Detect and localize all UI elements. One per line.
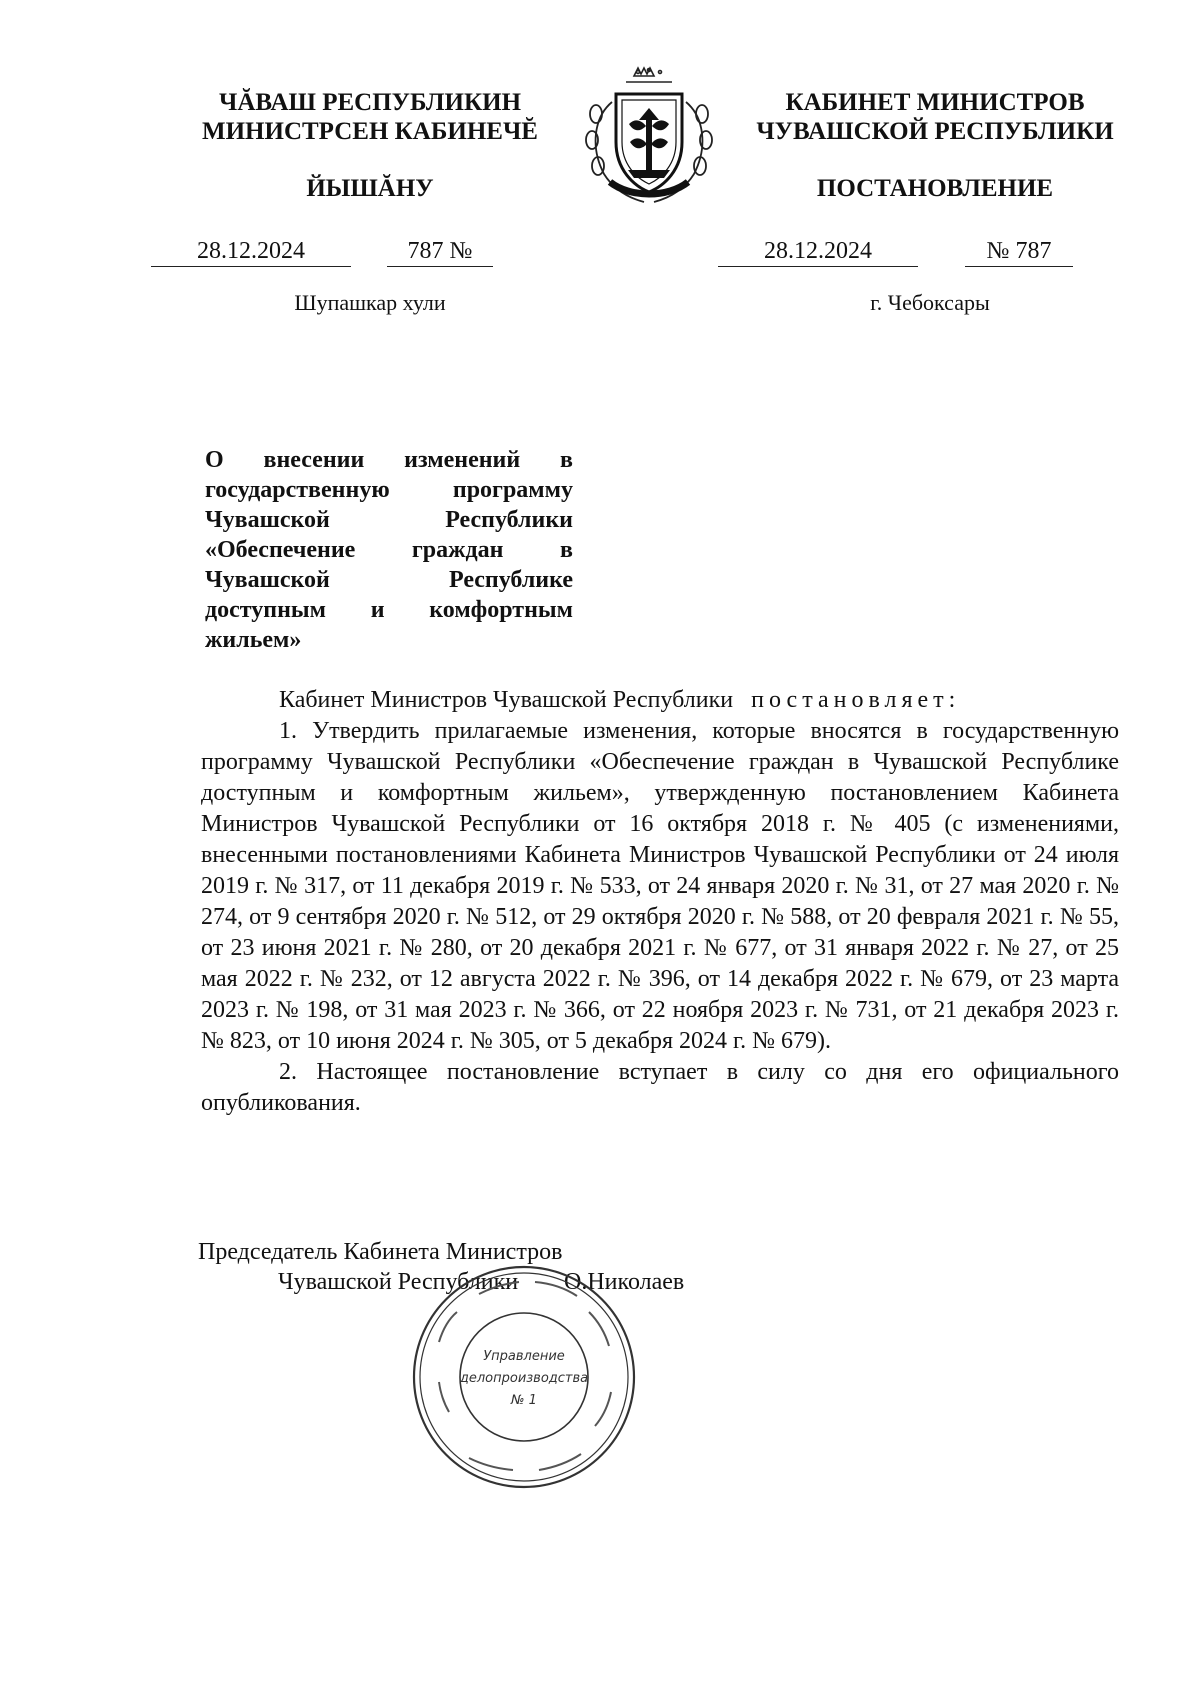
right-date: 28.12.2024 (718, 236, 918, 267)
stamp-line1: Управление (483, 1349, 565, 1364)
document-body (201, 685, 1119, 1119)
doc-type-left: ЙЫШĂНУ (306, 175, 434, 202)
paragraph-2: 2. Настоящее постановление вступает в силу со дня его официального опубликования. (201, 1059, 1119, 1116)
signature-name: О.Николаев (564, 1269, 685, 1295)
document-title: О внесении изменений в государственную программу Чувашской Республики «Обеспечение граждан в Чувашской Республике доступным и комфортным жильем» (205, 447, 573, 653)
right-number: № 787 (965, 236, 1073, 267)
signature-line2: Чувашской Республики (278, 1269, 519, 1295)
official-stamp (409, 1262, 639, 1492)
paragraph-1: 1. Утвердить прилагаемые изменения, которые вносятся в государственную программу Чувашской Республики «Обеспечение граждан в Чувашской Республике доступным и комфортным жильем», утвержденную постановлением Кабинета Министров Чувашской Республики от 16 октября 2018 г. № 405 (с изменениями, внесенными постановлениями Кабинета Министров Чувашской Республики от 24 июля 2019 г. № 317, от 11 декабря 2019 г. № 533, от 24 января 2020 г. № 31, от 27 мая 2020 г. № 274, от 9 сентября 2020 г. № 512, от 29 октября 2020 г. № 588, от 20 февраля 2021 г. № 55, от 23 июня 2021 г. № 280, от 20 декабря 2021 г. № 677, от 31 января 2022 г. № 27, от 25 мая 2022 г. № 232, от 12 августа 2022 г. № 396, от 14 декабря 2022 г. № 679, от 23 марта 2023 г. № 198, от 31 мая 2023 г. № 366, от 22 ноября 2023 г. № 731, от 21 декабря 2023 г. № 823, от 10 июня 2024 г. № 305, от 5 декабря 2024 г. № 679). (201, 718, 1119, 1054)
intro-prefix: Кабинет Министров Чувашской Республики (279, 687, 734, 713)
header-right-line2: ЧУВАШСКОЙ РЕСПУБЛИКИ (756, 118, 1114, 145)
left-place: Шупашкар хули (294, 290, 446, 315)
stamp-line2: делопроизводства (459, 1371, 589, 1386)
header-left (150, 88, 590, 146)
left-date: 28.12.2024 (151, 236, 351, 267)
header-right (715, 88, 1155, 146)
signature-line1: Председатель Кабинета Министров (198, 1239, 563, 1265)
header-left-line1: ЧĂВАШ РЕСПУБЛИКИН (218, 89, 522, 116)
header-right-line1: КАБИНЕТ МИНИСТРОВ (785, 89, 1085, 116)
intro-paragraph (201, 685, 1119, 716)
stamp-line3: № 1 (511, 1393, 537, 1408)
intro-verb: постановляет: (751, 687, 961, 713)
stamp-center (459, 1346, 589, 1412)
left-number: 787 № (387, 236, 493, 267)
right-place: г. Чебоксары (870, 290, 990, 315)
emblem-icon (574, 62, 724, 212)
header-left-line2: МИНИСТРСЕН КАБИНЕЧĔ (202, 118, 538, 145)
doc-type-right: ПОСТАНОВЛЕНИЕ (816, 175, 1054, 202)
